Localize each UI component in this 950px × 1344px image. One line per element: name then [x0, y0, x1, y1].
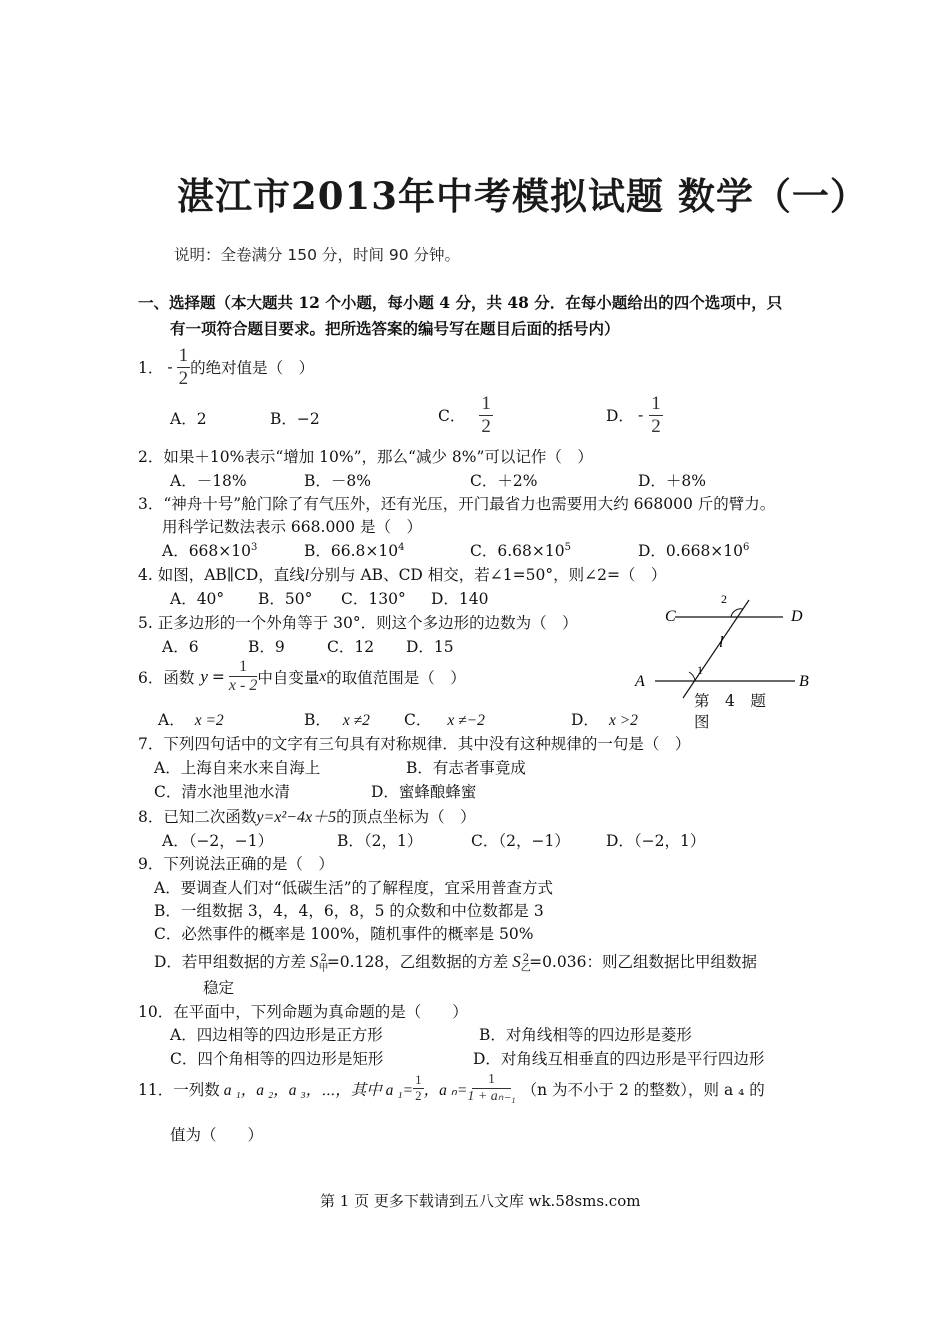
q1-option-c-label: C． — [438, 407, 466, 426]
q3-c-exp: 5 — [564, 541, 571, 553]
q7-option-d: D．蜜蜂酿蜂蜜 — [371, 783, 477, 801]
q9-option-d — [154, 950, 757, 974]
q6-eq: = — [211, 667, 225, 686]
q8-option-b: B．（2，1） — [337, 832, 423, 850]
q9-d-pre: D．若甲组数据的方差 — [154, 953, 306, 971]
q8-option-d: D．（−2，1） — [606, 832, 706, 850]
question-10: 10．在平面中，下列命题为真命题的是（ ） — [138, 1003, 468, 1021]
q4-option-d: D．140 — [431, 590, 489, 608]
q3-a-base: A．668×10 — [162, 542, 251, 560]
question-9: 9．下列说法正确的是（ ） — [138, 855, 334, 873]
q1-option-d — [606, 393, 663, 438]
q6-frac-bottom: x - 2 — [228, 677, 258, 695]
q6-x: x — [319, 667, 327, 685]
section-heading-line2: 有一项符合题目要求。把所选答案的编号写在题目后面的括号内） — [170, 319, 620, 338]
q7-option-c: C．清水池里池水清 — [154, 783, 290, 801]
q10-option-a: A．四边相等的四边形是正方形 — [170, 1026, 383, 1044]
q3-b-base: B．66.8×10 — [304, 542, 399, 560]
label-c: C — [665, 608, 676, 625]
q3-d-exp: 6 — [743, 541, 750, 553]
figure-caption-line2: 图 — [694, 713, 710, 731]
q10-option-b: B．对角线相等的四边形是菱形 — [479, 1026, 692, 1044]
q3-a-exp: 3 — [251, 541, 258, 553]
q9-d-post: ：则乙组数据比甲组数据 — [586, 953, 757, 971]
q11-fraction-1 — [413, 1073, 424, 1104]
q11-sequence: a ₁，a ₂，a ₃，⋯，其中 a ₁= — [223, 1081, 414, 1099]
q6-y: y — [200, 666, 208, 686]
question-7: 7．下列四句话中的文字有三句具有对称规律．其中没有这种规律的一句是（ ） — [138, 735, 691, 753]
question-8 — [138, 804, 476, 827]
q6-option-b — [304, 708, 370, 730]
q10-option-c: C．四个角相等的四边形是矩形 — [170, 1050, 384, 1068]
q3-d-base: D．0.668×10 — [638, 542, 744, 560]
q1-option-d-fraction — [649, 393, 663, 438]
q6-c-value: x ≠−2 — [447, 712, 485, 729]
q9-d-sq1: 2 — [320, 952, 327, 964]
q6-c-label: C． — [404, 711, 432, 729]
exam-note: 说明：全卷满分 150 分，时间 90 分钟。 — [174, 246, 461, 264]
q6-b-label: B． — [304, 711, 331, 729]
q11-f1-top: 1 — [415, 1072, 422, 1088]
q8-option-c: C．（2，−1） — [471, 832, 570, 850]
question-2: 2．如果＋10%表示“增加 10%”，那么“减少 8%”可以记作（ ） — [138, 448, 593, 466]
label-d: D — [791, 608, 803, 625]
q8-function: y=x²−4x＋5 — [256, 809, 337, 826]
q6-a-value: x =2 — [194, 712, 224, 729]
q9-d-s1: S — [309, 952, 319, 971]
q4-stem-post: 分别与 AB、CD 相交，若∠1=50°，则∠2=（ ） — [309, 566, 667, 584]
q9-option-d-line2: 稳定 — [203, 979, 235, 997]
q1-frac-bottom: 2 — [178, 367, 189, 389]
q5-option-d: D．15 — [406, 638, 454, 656]
q6-a-label: A． — [158, 711, 185, 729]
q3-option-c — [470, 539, 571, 561]
q2-option-b: B．－8% — [304, 472, 371, 490]
q9-d-sub1: 甲 — [318, 963, 329, 975]
page-footer: 第 1 页 更多下载请到五八文库 wk.58sms.com — [320, 1192, 641, 1210]
q6-b-value: x ≠2 — [342, 712, 370, 729]
transversal-l — [683, 600, 749, 698]
q3-option-a — [162, 539, 257, 561]
question-5: 5. 正多边形的一个外角等于 30°．则这个多边形的边数为（ ） — [138, 614, 578, 632]
q1-d-top: 1 — [651, 393, 661, 414]
angle-1-arc — [689, 672, 695, 681]
q11-f2-bottom: 1 + aₙ₋₁ — [467, 1089, 516, 1105]
q7-option-b: B．有志者事竟成 — [406, 759, 526, 777]
figure-caption-line1: 第 4 题 — [694, 692, 766, 710]
label-l: l — [719, 634, 724, 651]
q1-option-a: A．2 — [170, 410, 207, 428]
label-angle-2: 2 — [721, 592, 727, 606]
q3-option-d — [638, 539, 749, 561]
q3-c-base: C．6.68×10 — [470, 542, 565, 560]
q6-option-c — [404, 708, 485, 730]
q9-d-sub2: 乙 — [520, 963, 531, 975]
q1-stem: 的绝对值是（ ） — [190, 359, 315, 378]
q1-option-d-label: D． — [606, 407, 634, 426]
q9-d-s2: S — [512, 952, 521, 971]
q2-option-c: C．＋2% — [470, 472, 538, 490]
question-4 — [138, 563, 666, 585]
q3-b-exp: 4 — [398, 541, 405, 553]
q3-option-b — [304, 539, 405, 561]
question-3-line2: 用科学记数法表示 668.000 是（ ） — [162, 518, 422, 536]
page-title: 湛江市2013年中考模拟试题 数学（一） — [177, 174, 868, 218]
q2-option-a: A．－18% — [170, 472, 247, 490]
q4-option-b: B．50° — [258, 590, 313, 608]
q1-c-top: 1 — [481, 393, 491, 414]
q1-fraction — [177, 345, 191, 390]
q6-d-value: x >2 — [608, 712, 638, 729]
q1-c-bottom: 2 — [481, 415, 491, 437]
q9-d-mid: ，乙组数据的方差 — [384, 953, 509, 971]
q6-post: 的取值范围是（ ） — [326, 668, 466, 687]
q1-option-d-negative: - — [637, 406, 644, 425]
q1-frac-top: 1 — [178, 345, 189, 366]
q9-option-c: C．必然事件的概率是 100%，随机事件的概率是 50% — [154, 925, 534, 943]
q1-option-b: B．−2 — [270, 410, 320, 428]
q10-option-d: D．对角线互相垂直的四边形是平行四边形 — [473, 1050, 765, 1068]
q1-number: 1． — [138, 359, 164, 378]
q6-option-a — [158, 708, 224, 730]
question-11-line2: 值为（ ） — [170, 1126, 264, 1144]
q5-option-a: A．6 — [162, 638, 199, 656]
q6-mid: 中自变量 — [257, 668, 320, 687]
q9-d-sq2: 2 — [522, 952, 530, 964]
question-3-line1: 3．“神舟十号”舱门除了有气压外，还有光压，开门最省力也需要用大约 668000 斤的臂力。 — [138, 495, 776, 513]
q11-fraction-2 — [467, 1072, 515, 1105]
q4-line-l: l — [304, 567, 310, 584]
q11-f2-top: 1 — [472, 1072, 511, 1089]
question-1 — [138, 345, 314, 390]
q11-post: （n 为不小于 2 的整数），则 a ₄ 的 — [521, 1080, 765, 1099]
q6-fraction — [229, 658, 257, 696]
label-a: A — [635, 673, 645, 690]
q8-pre: 8．已知二次函数 — [138, 808, 257, 826]
question-11 — [138, 1072, 765, 1105]
q6-d-label: D． — [571, 711, 599, 729]
q4-option-a: A．40° — [170, 590, 225, 608]
q4-stem-pre: 4. 如图，AB∥CD，直线 — [138, 566, 305, 584]
q9-d-v2: =0.036 — [529, 953, 587, 971]
q11-mid: ，a ₙ= — [423, 1081, 468, 1099]
q5-option-c: C．12 — [327, 638, 375, 656]
q1-option-c-fraction — [479, 393, 493, 438]
q7-option-a: A．上海自来水来自海上 — [154, 759, 321, 777]
q1-option-c — [438, 393, 493, 438]
label-angle-1: 1 — [697, 663, 703, 677]
q11-pre: 11．一列数 — [138, 1080, 220, 1099]
q6-option-d — [571, 708, 638, 730]
q1-d-bottom: 2 — [651, 415, 661, 437]
angle-2-arc — [731, 609, 743, 617]
q6-frac-top: 1 — [229, 658, 257, 677]
q4-option-c: C．130° — [341, 590, 406, 608]
question-6 — [138, 658, 466, 696]
q11-f1-bottom: 2 — [415, 1088, 422, 1104]
q1-negative: - — [167, 358, 173, 377]
q5-option-b: B．9 — [248, 638, 285, 656]
q8-option-a: A．（−2，−1） — [162, 832, 274, 850]
q8-post: 的顶点坐标为（ ） — [336, 808, 476, 826]
q9-option-a: A．要调查人们对“低碳生活”的了解程度，宜采用普查方式 — [154, 879, 554, 897]
label-b: B — [799, 673, 809, 690]
q9-d-v1: =0.128 — [326, 953, 385, 971]
q2-option-d: D．＋8% — [638, 472, 707, 490]
q6-pre: 6．函数 — [138, 668, 195, 687]
section-heading-line1: 一、选择题（本大题共 12 个小题，每小题 4 分，共 48 分．在每小题给出的四个选项中，只 — [138, 293, 783, 312]
q9-option-b: B．一组数据 3，4，4，6，8，5 的众数和中位数都是 3 — [154, 902, 544, 920]
